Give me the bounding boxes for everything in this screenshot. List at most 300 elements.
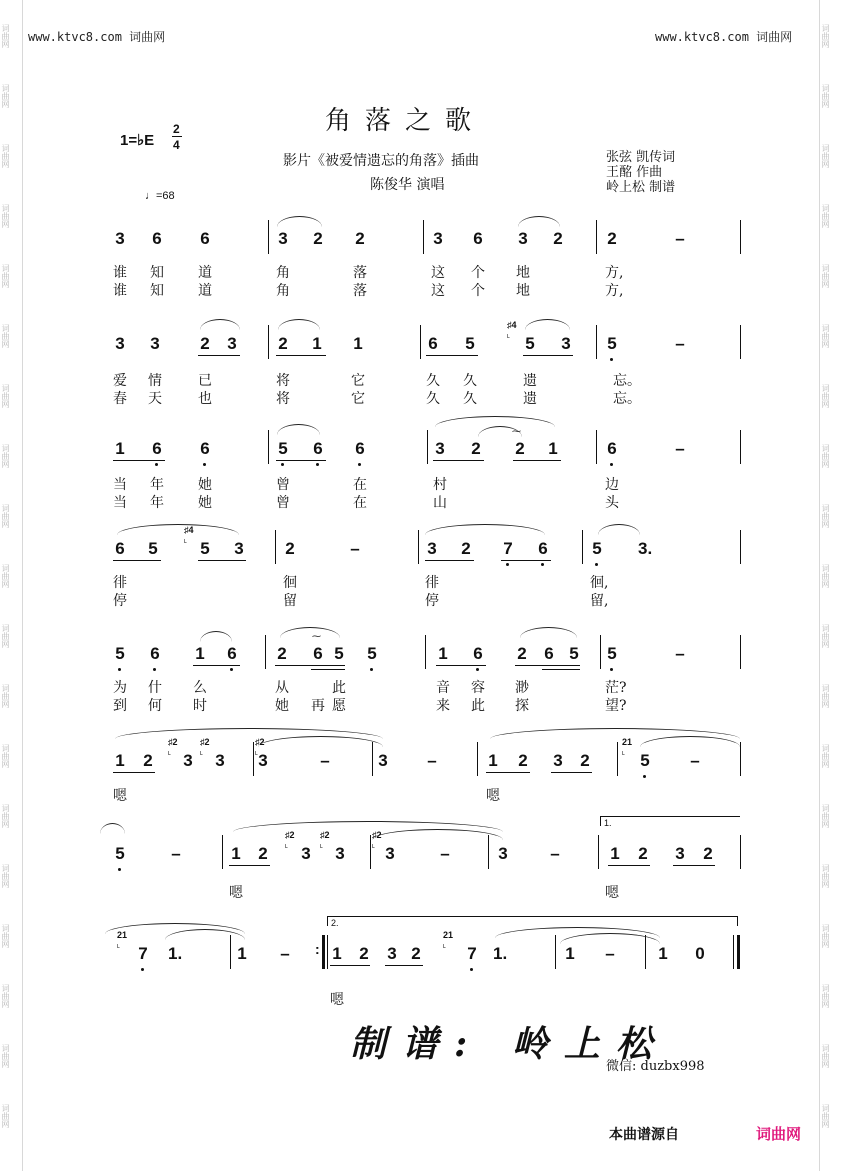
time-signature-top: 2 [173, 122, 180, 136]
note: 5 [525, 334, 535, 353]
time-signature-bottom: 4 [173, 138, 180, 152]
note: 1 [195, 644, 205, 663]
note: 1 [231, 844, 241, 863]
watermark-text: 词曲网 [1, 864, 10, 888]
watermark-text: 词曲网 [821, 24, 830, 48]
note: 2 [200, 334, 210, 353]
watermark-text: 词曲网 [1, 684, 10, 708]
note: – [280, 944, 290, 963]
barline [265, 635, 266, 669]
note: – [350, 539, 360, 558]
note: 5 [638, 752, 652, 770]
watermark-text: 词曲网 [1, 24, 10, 48]
barline [582, 530, 583, 564]
note: – [675, 644, 685, 663]
lyric-syllable: 此 [471, 698, 485, 714]
note: 7 [465, 945, 479, 963]
note: 3 [278, 229, 288, 248]
note: 6 [428, 334, 438, 353]
volta-2-end [737, 916, 738, 926]
trill-mark: ⁓ [512, 426, 521, 436]
barline [477, 742, 478, 776]
lyric-syllable: 时 [193, 698, 207, 714]
lyric-syllable: 它 [351, 373, 365, 389]
arranger-signature: 制谱: 岭上松 [350, 1023, 668, 1065]
note: 3 [387, 944, 397, 963]
lyric-syllable: 什 [148, 680, 162, 696]
lyric-syllable: 久 [463, 373, 477, 389]
watermark-text: 词曲网 [821, 684, 830, 708]
grace-note: ˪ [184, 535, 187, 545]
lyric-syllable: 角 [276, 265, 290, 281]
lyric-syllable: 久 [426, 373, 440, 389]
underline [433, 460, 484, 461]
grace-note: ˪ [285, 840, 288, 850]
lyric-syllable: 忘。 [613, 391, 641, 407]
note: 3 [227, 334, 237, 353]
lyric-syllable: 知 [150, 283, 164, 299]
note: 3 [183, 751, 193, 770]
watermark-text: 词曲网 [821, 264, 830, 288]
underline [275, 665, 345, 666]
barline [740, 220, 741, 254]
slur [598, 524, 640, 535]
barline [268, 430, 269, 464]
note: 3 [427, 539, 437, 558]
underline [330, 965, 370, 966]
composer: 王酩 作曲 [606, 165, 663, 180]
note: – [440, 844, 450, 863]
note: 2 [638, 844, 648, 863]
note: 3 [561, 334, 571, 353]
lyric-syllable: 久 [426, 391, 440, 407]
slur [425, 524, 545, 535]
note: 6 [198, 440, 212, 458]
grace-note: ˪ [168, 747, 171, 757]
underline [608, 865, 650, 866]
barline [740, 742, 741, 776]
volta-2-label: 2. [331, 918, 339, 928]
arranger: 岭上松 制谱 [606, 180, 676, 195]
lyric-syllable: 山 [433, 495, 447, 511]
note: 6 [150, 440, 164, 458]
note: 6 [225, 645, 239, 663]
note: 3 [115, 334, 125, 353]
note: 2 [143, 751, 153, 770]
watermark-text: 词曲网 [821, 744, 830, 768]
underline [276, 355, 326, 356]
note: 1 [115, 439, 125, 458]
volta-2-line [327, 916, 328, 926]
lyric-syllable: 已 [198, 373, 212, 389]
underline [198, 355, 240, 356]
note: 5 [465, 334, 475, 353]
hum-syllable: 嗯 [486, 788, 500, 804]
note: 2 [580, 751, 590, 770]
footer-brand-link[interactable]: 词曲网 [756, 1125, 802, 1143]
volta-2-bracket [327, 916, 737, 917]
underline [501, 560, 551, 561]
note: 3 [498, 844, 508, 863]
note: 6 [115, 539, 125, 558]
lyric-syllable: 地 [516, 283, 530, 299]
lyric-syllable: 望? [605, 698, 627, 714]
lyric-syllable: 也 [198, 391, 212, 407]
watermark-text: 词曲网 [821, 504, 830, 528]
lyric-syllable: 地 [516, 265, 530, 281]
underline [513, 460, 561, 461]
watermark-text: 词曲网 [821, 324, 830, 348]
note: 3 [553, 751, 563, 770]
grace-note: ˪ [622, 747, 625, 757]
lyricist: 张弦 凯传词 [606, 150, 676, 165]
watermark-text: 词曲网 [1, 924, 10, 948]
barline [555, 935, 556, 969]
note: 6 [311, 440, 325, 458]
lyric-syllable: 曾 [276, 477, 290, 493]
lyric-syllable: 遗 [523, 391, 537, 407]
lyric-syllable: 音 [436, 680, 450, 696]
lyric-syllable: 她 [198, 495, 212, 511]
note: 1. [493, 944, 508, 963]
watermark-text: 词曲网 [821, 804, 830, 828]
note: 6 [536, 540, 550, 558]
watermark-text: 词曲网 [821, 204, 830, 228]
slur [518, 216, 560, 227]
watermark-text: 词曲网 [1, 144, 10, 168]
underline [113, 772, 155, 773]
note: 6 [473, 229, 483, 248]
watermark-text: 词曲网 [1, 1104, 10, 1128]
grace-note: ♯2 [285, 830, 295, 840]
barline [737, 935, 740, 969]
lyric-syllable: 她 [198, 477, 212, 493]
barline [372, 742, 373, 776]
slur [280, 627, 340, 638]
grace-note: ˪ [200, 747, 203, 757]
note: 3 [335, 844, 345, 863]
lyric-syllable: 谁 [113, 265, 127, 281]
underline [113, 460, 165, 461]
lyric-syllable: 她 [275, 698, 289, 714]
note: 7 [136, 945, 150, 963]
barline [418, 530, 419, 564]
watermark-text: 词曲网 [1, 624, 10, 648]
grace-note: ♯2 [372, 830, 382, 840]
underline [193, 665, 240, 666]
slur [525, 319, 570, 330]
watermark-text: 词曲网 [821, 924, 830, 948]
lyric-syllable: 从 [275, 680, 289, 696]
lyric-syllable: 再 [311, 698, 325, 714]
note: 5 [200, 539, 210, 558]
slur [117, 524, 239, 535]
note: 2 [355, 229, 365, 248]
underline [229, 865, 270, 866]
note: 2 [285, 539, 295, 558]
lyric-syllable: 爱 [113, 373, 127, 389]
note: 2 [607, 229, 617, 248]
volta-1-line [600, 816, 601, 826]
subtitle: 影片《被爱情遗忘的角落》插曲 [283, 153, 479, 169]
note: 5 [113, 845, 127, 863]
note: – [675, 334, 685, 353]
note: 6 [148, 645, 162, 663]
note: 5 [605, 335, 619, 353]
watermark-text: 词曲网 [821, 384, 830, 408]
lyric-syllable: 徘 [425, 575, 439, 591]
lyric-syllable: 在 [353, 495, 367, 511]
lyric-syllable: 当 [113, 495, 127, 511]
lyric-syllable: 在 [353, 477, 367, 493]
header-site-right[interactable]: www.ktvc8.com 词曲网 [655, 30, 793, 44]
left-margin-line [22, 0, 23, 1171]
note: 1 [658, 944, 668, 963]
note: 1 [312, 334, 322, 353]
note: 3 [301, 844, 311, 863]
barline [598, 835, 599, 869]
lyric-syllable: 么 [193, 680, 207, 696]
barline [740, 635, 741, 669]
note: 2 [553, 229, 563, 248]
note: 3 [518, 229, 528, 248]
lyric-syllable: 天 [148, 391, 162, 407]
note: 2 [461, 539, 471, 558]
lyric-syllable: 愿 [332, 698, 346, 714]
lyric-syllable: 久 [463, 391, 477, 407]
lyric-syllable: 角 [276, 283, 290, 299]
lyric-syllable: 留 [283, 593, 297, 609]
lyric-syllable: 将 [276, 373, 290, 389]
lyric-syllable: 个 [471, 283, 485, 299]
watermark-text: 词曲网 [821, 84, 830, 108]
note: 2 [258, 844, 268, 863]
note: 2 [277, 644, 287, 663]
grace-note: ˪ [443, 940, 446, 950]
barline [370, 835, 371, 869]
underline [542, 669, 580, 670]
note: 3 [258, 751, 268, 770]
underline [515, 665, 580, 666]
barline [488, 835, 489, 869]
underline [385, 965, 423, 966]
grace-note: 21 [117, 930, 128, 940]
underline [198, 560, 246, 561]
barline [230, 935, 231, 969]
barline [600, 635, 601, 669]
lyric-syllable: 留, [590, 593, 609, 609]
watermark-text: 词曲网 [1, 1044, 10, 1068]
repeat-dots: : [315, 941, 320, 957]
grace-note: ♯4 [184, 525, 194, 535]
note: – [550, 844, 560, 863]
lyric-syllable: 遗 [523, 373, 537, 389]
grace-note: ♯2 [320, 830, 330, 840]
note: – [675, 229, 685, 248]
barline [275, 530, 276, 564]
lyric-syllable: 徘 [113, 575, 127, 591]
lyric-syllable: 方, [605, 265, 624, 281]
watermark-text: 词曲网 [821, 984, 830, 1008]
note: 1 [438, 644, 448, 663]
watermark-text: 词曲网 [821, 624, 830, 648]
barline [733, 935, 734, 969]
watermark-text: 词曲网 [1, 444, 10, 468]
tempo-marking: ♩=68 [145, 190, 175, 202]
watermark-text: 词曲网 [1, 804, 10, 828]
grace-note: ♯2 [168, 737, 178, 747]
song-title: 角落之歌 [325, 106, 486, 136]
lyric-syllable: 此 [332, 680, 346, 696]
watermark-text: 词曲网 [821, 864, 830, 888]
note: 5 [605, 645, 619, 663]
note: 6 [353, 440, 367, 458]
note: 2 [518, 751, 528, 770]
lyric-syllable: 徊, [590, 575, 609, 591]
slur [100, 823, 125, 834]
note: 1 [115, 751, 125, 770]
grace-note: ♯4 [507, 320, 517, 330]
trill-mark: ⁓ [312, 631, 321, 641]
underline [551, 772, 592, 773]
note: 1 [565, 944, 575, 963]
lyric-syllable: 渺 [515, 680, 529, 696]
lyric-syllable: 情 [148, 373, 162, 389]
hum-syllable: 嗯 [229, 885, 243, 901]
lyric-syllable: 落 [353, 265, 367, 281]
lyric-syllable: 何 [148, 698, 162, 714]
lyric-syllable: 个 [471, 265, 485, 281]
barline [596, 430, 597, 464]
slur [200, 319, 240, 330]
note: 1. [168, 944, 183, 963]
note: – [427, 751, 437, 770]
underline [276, 460, 326, 461]
note: 3 [115, 229, 125, 248]
lyric-syllable: 边 [605, 477, 619, 493]
barline [427, 430, 428, 464]
note: 5 [590, 540, 604, 558]
note: 2 [359, 944, 369, 963]
lyric-syllable: 到 [113, 698, 127, 714]
grace-note: ˪ [117, 940, 120, 950]
grace-note: ♯2 [200, 737, 210, 747]
right-watermark-strip [820, 0, 842, 1171]
grace-note: 21 [622, 737, 633, 747]
singer: 陈俊华 演唱 [370, 177, 445, 193]
time-signature-line [172, 136, 182, 137]
note: 1 [353, 334, 363, 353]
grace-note: ♯2 [255, 737, 265, 747]
note: 6 [152, 229, 162, 248]
barline [327, 935, 328, 969]
note: 1 [237, 944, 247, 963]
slur [520, 627, 577, 638]
barline [253, 742, 254, 776]
barline [425, 635, 426, 669]
barline [268, 220, 269, 254]
lyric-syllable: 道 [198, 283, 212, 299]
lyric-syllable: 村 [433, 477, 447, 493]
watermark-text: 词曲网 [821, 1044, 830, 1068]
note: 6 [471, 645, 485, 663]
slur [277, 216, 322, 227]
note: 6 [605, 440, 619, 458]
slur [200, 631, 232, 642]
note: 1 [610, 844, 620, 863]
lyric-syllable: 它 [351, 391, 365, 407]
note: 5 [365, 645, 379, 663]
note: 5 [334, 644, 344, 663]
watermark-text: 词曲网 [1, 384, 10, 408]
note: 5 [148, 539, 158, 558]
grace-note: ˪ [320, 840, 323, 850]
note: 2 [517, 644, 527, 663]
note: 2 [411, 944, 421, 963]
lyric-syllable: 道 [198, 265, 212, 281]
watermark-text: 词曲网 [1, 744, 10, 768]
underline [425, 560, 474, 561]
note: 3 [234, 539, 244, 558]
lyric-syllable: 徊 [283, 575, 297, 591]
note: 2 [703, 844, 713, 863]
hum-syllable: 嗯 [330, 992, 344, 1008]
underline [311, 669, 345, 670]
note: 2 [515, 439, 525, 458]
hum-syllable: 嗯 [113, 788, 127, 804]
wechat-id: 微信: duzbx998 [606, 1059, 705, 1074]
note: 3 [435, 439, 445, 458]
lyric-syllable: 谁 [113, 283, 127, 299]
lyric-syllable: 知 [150, 265, 164, 281]
underline [426, 355, 478, 356]
note: – [690, 751, 700, 770]
barline [740, 530, 741, 564]
lyric-syllable: 这 [431, 265, 445, 281]
underline [673, 865, 715, 866]
note: 7 [501, 540, 515, 558]
volta-1-bracket [600, 816, 740, 817]
note: 0 [695, 944, 705, 963]
lyric-syllable: 来 [436, 698, 450, 714]
barline [740, 835, 741, 869]
underline [113, 560, 161, 561]
hum-syllable: 嗯 [605, 885, 619, 901]
note: 3 [378, 751, 388, 770]
lyric-syllable: 春 [113, 391, 127, 407]
lyric-syllable: 为 [113, 680, 127, 696]
note: – [675, 439, 685, 458]
note: – [605, 944, 615, 963]
lyric-syllable: 这 [431, 283, 445, 299]
watermark-text: 词曲网 [821, 444, 830, 468]
header-site-left[interactable]: www.ktvc8.com 词曲网 [28, 30, 166, 44]
note: 6 [200, 229, 210, 248]
footer-source-label: 本曲谱源自 [609, 1127, 679, 1143]
note: – [320, 751, 330, 770]
lyric-syllable: 方, [605, 283, 624, 299]
lyric-syllable: 当 [113, 477, 127, 493]
volta-1-label: 1. [604, 818, 612, 828]
note: 3 [675, 844, 685, 863]
note: – [171, 844, 181, 863]
note: 6 [544, 644, 554, 663]
lyric-syllable: 年 [150, 477, 164, 493]
lyric-syllable: 年 [150, 495, 164, 511]
watermark-text: 词曲网 [1, 564, 10, 588]
right-margin-line [819, 0, 820, 1171]
watermark-text: 词曲网 [1, 984, 10, 1008]
